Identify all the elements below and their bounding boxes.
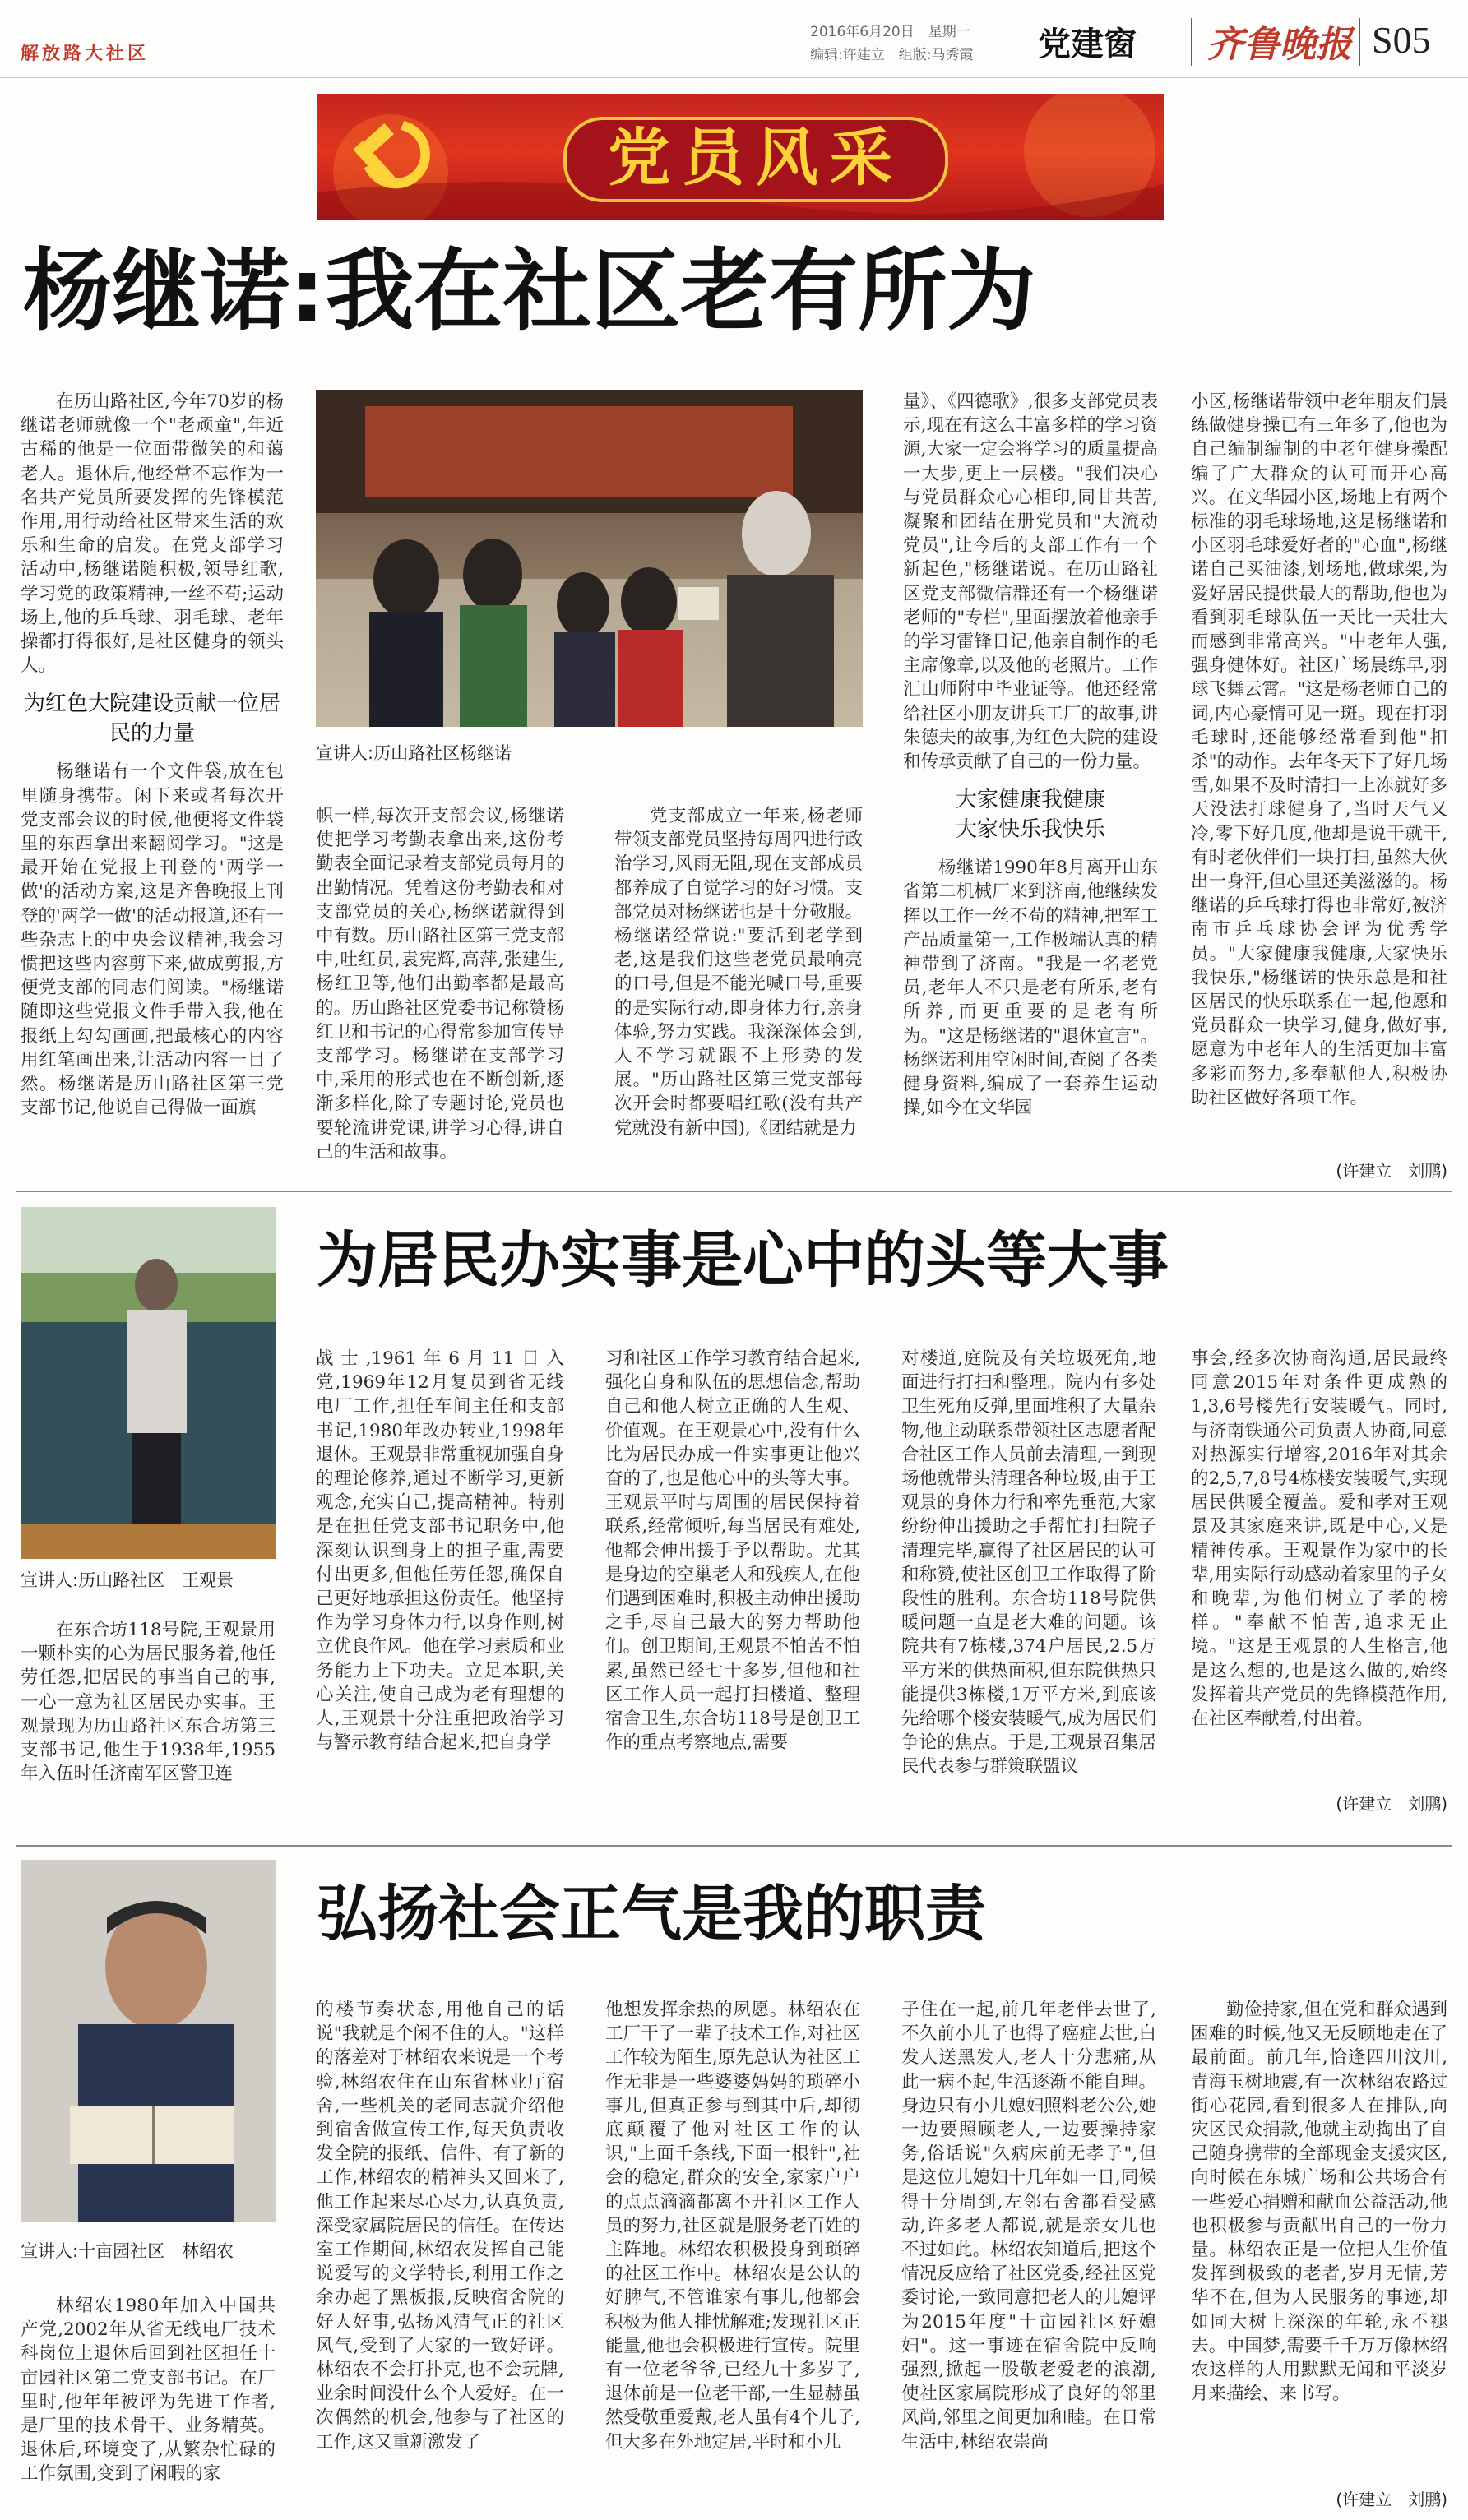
photo-placeholder: [316, 390, 863, 727]
article3-title: 弘扬社会正气是我的职责: [317, 1879, 986, 1949]
article2-para: 在东合坊118号院,王观景用一颗朴实的心为居民服务着,他任劳任怨,把居民的事当自己的事,一心一意为社区居民办实事。王观景现为历山路社区东合坊第三支部书记,他生于1938年,1955年入伍时任济南军区警卫连: [21, 1620, 276, 1785]
article2-caption: 宣讲人:历山路社区 王观景: [21, 1570, 234, 1590]
article1-para: 党支部成立一年来,杨老师带领支部党员坚持每周四进行政治学习,风雨无阻,现在支部成员都养成了自觉学习的好习惯。支部党员对杨继诺也是十分敬服。杨继诺经常说:"要活到老学到老,这是我们这些老党员最响亮的口号,但是不能光喊口号,重要的是实际行动,即身体力行,亲身体验,努力实践。我深深体会到,人不学习就跟不上形势的发展。"历山路社区第三党支部每次开会时都要唱红歌(没有共产党就没有新中国),《团结就是力: [614, 806, 863, 1139]
article3-signature: (许建立 刘鹏): [1336, 2490, 1447, 2509]
header-divider-2: [1359, 18, 1360, 66]
article1-title: 杨继诺:我在社区老有所为: [23, 240, 1036, 343]
article1-para: 杨继诺有一个文件袋,放在包里随身携带。闲下来或者每次开党支部会议的时候,他便将文件袋里的东西拿出来翻阅学习。"这是最开始在党报上刊登的'两学一做'的活动方案,这是齐鲁晚报上刊登的'两学一做'的活动报道,还有一些杂志上的中央会议精神,我会习惯把这些内容剪下来,做成剪报,方便党支部的同志们阅读。"杨继诺随即这些党报文件手带入我,他在报纸上勾勾画画,把最核心的内容用红笔画出来,让活动内容一目了然。杨继诺是历山路社区第三党支部书记,他说自己得做一面旗: [21, 761, 284, 1119]
article2-title: 为居民办实事是心中的头等大事: [317, 1225, 1169, 1296]
party-emblem-icon: [348, 112, 438, 202]
article3-para: 他想发挥余热的夙愿。林绍农在工厂干了一辈子技术工作,对社区工作较为陌生,原先总认为社区工作无非是一些婆婆妈妈的琐碎小事儿,但真正参与到其中后,却彻底颠覆了他对社区工作的认识,"上面千条线,下面一根针",社会的稳定,群众的安全,家家户户的点点滴滴都离不开社区工作人员的努力,社区就是服务老百姓的主阵地。林绍农积极投身到琐碎的社区工作中。林绍农是公认的好脾气,不管谁家有事儿,他都会积极为他人排忧解难;发现社区正能量,他也会积极进行宣传。院里有一位老爷爷,已经九十多岁了,退休前是一位老干部,一生显赫虽然受敬重爱戴,老人虽有4个儿子,但大多在外地定居,平时和小儿: [605, 2000, 860, 2453]
article3-col3: [605, 1998, 860, 2509]
banner-title: 党员风采: [608, 121, 904, 194]
date-line: 2016年6月20日 星期一: [810, 24, 970, 40]
article2-para: 习和社区工作学习教育结合起来,强化自身和队伍的思想信念,帮助自己和他人树立正确的人生观、价值观。在王观景心中,没有什么比为居民办成一件实事更让他兴奋的了,也是他心中的头等大事。王观景平时与周围的居民保持着联系,经常倾听,每当居民有难处,他都会伸出援手予以帮助。尤其是身边的空巢老人和残疾人,在他们遇到困难时,积极主动伸出援助之手,尽自己最大的努力帮助他们。创卫期间,王观景不怕苦不怕累,虽然已经七十多岁,但他和社区工作人员一起打扫楼道、整理宿舍卫生,东合坊118号是创卫工作的重点考察地点,需要: [605, 1348, 860, 1754]
paper-logo: 齐鲁晚报: [1207, 24, 1352, 66]
banner: [317, 94, 1164, 220]
article2-col3: [605, 1347, 860, 1809]
article1-col5: [1191, 390, 1447, 1153]
article1-para: 杨继诺1990年8月离开山东省第二机械厂来到济南,他继续发挥以工作一丝不苟的精神,把军工产品质量第一,工作极端认真的精神带到了济南。"我是一名老党员,老年人不只是老有所乐,老有所养,而更重要的是老有所为。"这是杨继诺的"退休宣言"。杨继诺利用空闲时间,查阅了各类健身资料,编成了一套养生运动操,如今在文华园: [903, 858, 1158, 1119]
article1-col1: [21, 390, 284, 1177]
article2-col2: [316, 1347, 564, 1809]
article1-col2: [316, 804, 564, 1177]
article2-para: 战士,1961年6月11日入党,1969年12月复员到省无线电厂工作,担任车间主任和支部书记,1980年改办转业,1998年退休。王观景非常重视加强自身的理论修养,通过不断学习,更新观念,充实自己,提高精神。特别是在担任党支部书记职务中,他深刻认识到身上的担子重,需要付出更多,但他任劳任怨,确保自己更好地承担这份责任。他坚持作为学习身体力行,以身作则,树立优良作风。他在学习素质和业务能力上下功夫。立足本职,关心关注,使自己成为老有理想的人,王观景十分注重把政治学习与警示教育结合起来,把自身学: [316, 1348, 564, 1754]
photo-placeholder: [21, 1207, 276, 1559]
column-name: 党建窗: [1038, 25, 1137, 63]
article1-col4: [903, 390, 1158, 1177]
article1-col3: [614, 804, 863, 1177]
article3-col2: [316, 1998, 564, 2509]
article3-col1: [21, 2294, 276, 2509]
article3-para: 勤俭持家,但在党和群众遇到困难的时候,他又无反顾地走在了最前面。前几年,恰逢四川汶川,青海玉树地震,有一次林绍农路过街心花园,看到很多人在排队,向灾区民众捐款,他就主动掏出了自己随身携带的全部现金支援灾区,向时候在东城广场和公共场合有一些爱心捐赠和献血公益活动,他也积极参与贡献出自己的一份力量。林绍农正是一位把人生价值发挥到极致的老者,岁月无情,芳华不在,但为人民服务的事迹,却如同大树上深深的年轮,永不褪去。中国梦,需要千千万万像林绍农这样的人用默默无闻和平淡岁月来描绘、来书写。: [1191, 2000, 1447, 2405]
article3-caption: 宣讲人:十亩园社区 林绍农: [21, 2241, 234, 2261]
article3-photo: [21, 1860, 276, 2222]
section-label: 解放路大社区: [21, 44, 150, 64]
section-rule-2: [16, 1845, 1452, 1847]
article1-para: 小区,杨继诺带领中老年朋友们晨练做健身操已有三年多了,他也为自己编制编制的中老年健身操配编了广大群众的认可而开心高兴。在文华园小区,场地上有两个标准的羽毛球场地,这是杨继诺和小区羽毛球爱好者的"心血",杨继诺自己买油漆,划场地,做球架,为爱好居民提供最大的帮助,他也为看到羽毛球队伍一天比一天壮大而感到非常高兴。"中老年人强,强身健体好。社区广场晨练早,羽球飞舞云霄。"这是杨老师自己的词,内心豪情可见一斑。现在打羽毛球时,还能够经常看到他"扣杀"的动作。去年冬天下了好几场雪,如果不及时清扫一上冻就好多天没法打球健身了,当时天气又冷,零下好几度,他却是说干就干,有时老伙伴们一块打扫,虽然大伙出一身汗,但心里还美滋滋的。杨继诺的乒乓球打得也非常好,被济南市乒乓球协会评为优秀学员。"大家健康我健康,大家快乐我快乐,"杨继诺的快乐总是和社区居民的快乐联系在一起,他愿和党员群众一块学习,健身,做好事,愿意为中老年人的生活更加丰富多彩而努力,多奉献他人,积极协助社区做好各项工作。: [1191, 391, 1447, 1108]
article2-signature: (许建立 刘鹏): [1336, 1794, 1447, 1814]
article1-para: 在历山路社区,今年70岁的杨继诺老师就像一个"老顽童",年近古稀的他是一位面带微笑的和蔼老人。退休后,他经常不忘作为一名共产党员所要发挥的先锋模范作用,用行动给社区带来生活的欢乐和生命的启发。在党支部学习活动中,杨继诺随积极,领导红歌,学习党的政策精神,一丝不苟;运动场上,他的乒乓球、羽毛球、老年操都打得很好,是社区健身的领头人。: [21, 391, 284, 677]
article1-photo: [316, 390, 863, 727]
photo-placeholder: [21, 1860, 276, 2222]
article2-col1: [21, 1618, 276, 1809]
article3-para: 林绍农1980年加入中国共产党,2002年从省无线电厂技术科岗位上退休后回到社区担任十亩园社区第二党支部书记。在厂里时,他年年被评为先进工作者,是厂里的技术骨干、业务精英。退休后,环境变了,从繁杂忙碌的工作氛围,变到了闲暇的家: [21, 2296, 276, 2485]
article1-para: 帜一样,每次开支部会议,杨继诺使把学习考勤表拿出来,这份考勤表全面记录着支部党员每月的出勤情况。凭着这份考勤表和对支部党员的关心,杨继诺就得到中有数。历山路社区第三党支部中,吐红员,袁宪辉,高萍,张建生,杨红卫等,他们出勤率都是最高的。历山路社区党委书记称赞杨红卫和书记的心得常参加宣传导支部学习。杨继诺在支部学习中,采用的形式也在不断创新,逐渐多样化,除了专题讨论,党员也要轮流讲党课,讲学习心得,讲自己的生活和故事。: [316, 806, 564, 1163]
article2-para: 事会,经多次协商沟通,居民最终同意2015年对条件更成熟的1,3,6号楼先行安装暖气。同时,与济南铁通公司负责人协商,同意对热源实行增容,2016年对其余的2,5,7,8号4栋楼安装暖气,实现居民供暖全覆盖。爱和孝对王观景及其家庭来讲,既是中心,又是精神传承。王观景作为家中的长辈,用实际行动感动着家里的子女和晚辈,为他们树立了孝的榜样。"奉献不怕苦,追求无止境。"这是王观景的人生格言,他是这么想的,也是这么做的,始终发挥着共产党员的先锋模范作用,在社区奉献着,付出着。: [1191, 1348, 1447, 1730]
article2-photo: [21, 1207, 276, 1559]
article3-col4: [901, 1998, 1156, 2509]
article3-col5: [1191, 1998, 1447, 2475]
article1-signature: (许建立 刘鹏): [1336, 1161, 1447, 1181]
article2-para: 对楼道,庭院及有关垃圾死角,地面进行打扫和整理。院内有多处卫生死角反弹,里面堆积了大量杂物,他主动联系带领社区志愿者配合社区工作人员前去清理,一到现场他就带头清理各种垃圾,由于王观景的身体力行和率先垂范,大家纷纷伸出援助之手帮忙打扫院子清理完毕,赢得了社区居民的认可和称赞,使社区创卫工作取得了阶段性的胜利。东合坊118号院供暖问题一直是老大难的问题。该院共有7栋楼,374户居民,2.5万平方米的供热面积,但东院供热只能提供3栋楼,1万平方米,到底该先给哪个楼安装暖气,成为居民们争论的焦点。于是,王观景召集居民代表参与群策联盟议: [901, 1348, 1156, 1778]
editor-line: 编辑:许建立 组版:马秀霞: [810, 47, 974, 63]
page-number: S05: [1372, 19, 1431, 61]
article3-para: 子住在一起,前几年老伴去世了,不久前小儿子也得了癌症去世,白发人送黑发人,老人十分悲痛,从此一病不起,生活逐渐不能自理。身边只有小儿媳妇照料老公公,她一边要照顾老人,一边要操持家务,俗话说"久病床前无孝子",但是这位儿媳妇十几年如一日,同候得十分周到,左邻右舍都看受感动,许多老人都说,就是亲女儿也不过如此。林绍农知道后,把这个情况反应给了社区党委,经社区党委讨论,一致同意把老人的儿媳评为2015年度"十亩园社区好媳妇"。这一事迹在宿舍院中反响强烈,掀起一股敬老爱老的浪潮,使社区家属院形成了良好的邻里风尚,邻里之间更加和睦。在日常生活中,林绍农崇尚: [901, 2000, 1156, 2453]
header-divider: [1191, 18, 1192, 66]
section-rule-1: [16, 1191, 1452, 1192]
article1-subhead-1: 为红色大院建设贡献一位居民的力量: [23, 691, 280, 747]
article2-col5: [1191, 1347, 1447, 1781]
article1-para: 量》、《四德歌》,很多支部党员表示,现在有这么丰富多样的学习资源,大家一定会将学习的质量提高一大步,更上一层楼。"我们决心与党员群众心心相印,同甘共苦,凝聚和团结在册党员和"大流动党员",让今后的支部工作有一个新起色,"杨继诺说。在历山路社区党支部微信群还有一个杨继诺老师的"专栏",里面摆放着他亲手的学习雷锋日记,他亲自制作的毛主席像章,以及他的老照片。工作汇山师附中毕业证等。他还经常给社区小朋友讲兵工厂的故事,讲朱德夫的故事,为红色大院的建设和传承贡献了自己的一份力量。: [903, 391, 1158, 773]
article2-col4: [901, 1347, 1156, 1809]
header-rule: [0, 77, 1468, 78]
article1-subhead-2: 大家健康我健康 大家快乐我快乐: [955, 788, 1105, 843]
article3-para: 的楼节奏状态,用他自己的话说"我就是个闲不住的人。"这样的落差对于林绍农来说是一个考验,林绍农住在山东省林业厅宿舍,一些机关的老同志就介绍他到宿舍做宣传工作,每天负责收发全院的报纸、信件、有了新的工作,林绍农的精神头又回来了,他工作起来尽心尽力,认真负责,深受家属院居民的信任。在传达室工作期间,林绍农发挥自己能说爱写的文学特长,利用工作之余办起了黑板报,反映宿舍院的好人好事,弘扬风清气正的社区风气,受到了大家的一致好评。林绍农不会打扑克,也不会玩牌,业余时间没什么个人爱好。在一次偶然的机会,他参与了社区的工作,这又重新激发了: [316, 2000, 564, 2453]
article1-caption: 宣讲人:历山路社区杨继诺: [316, 743, 512, 763]
